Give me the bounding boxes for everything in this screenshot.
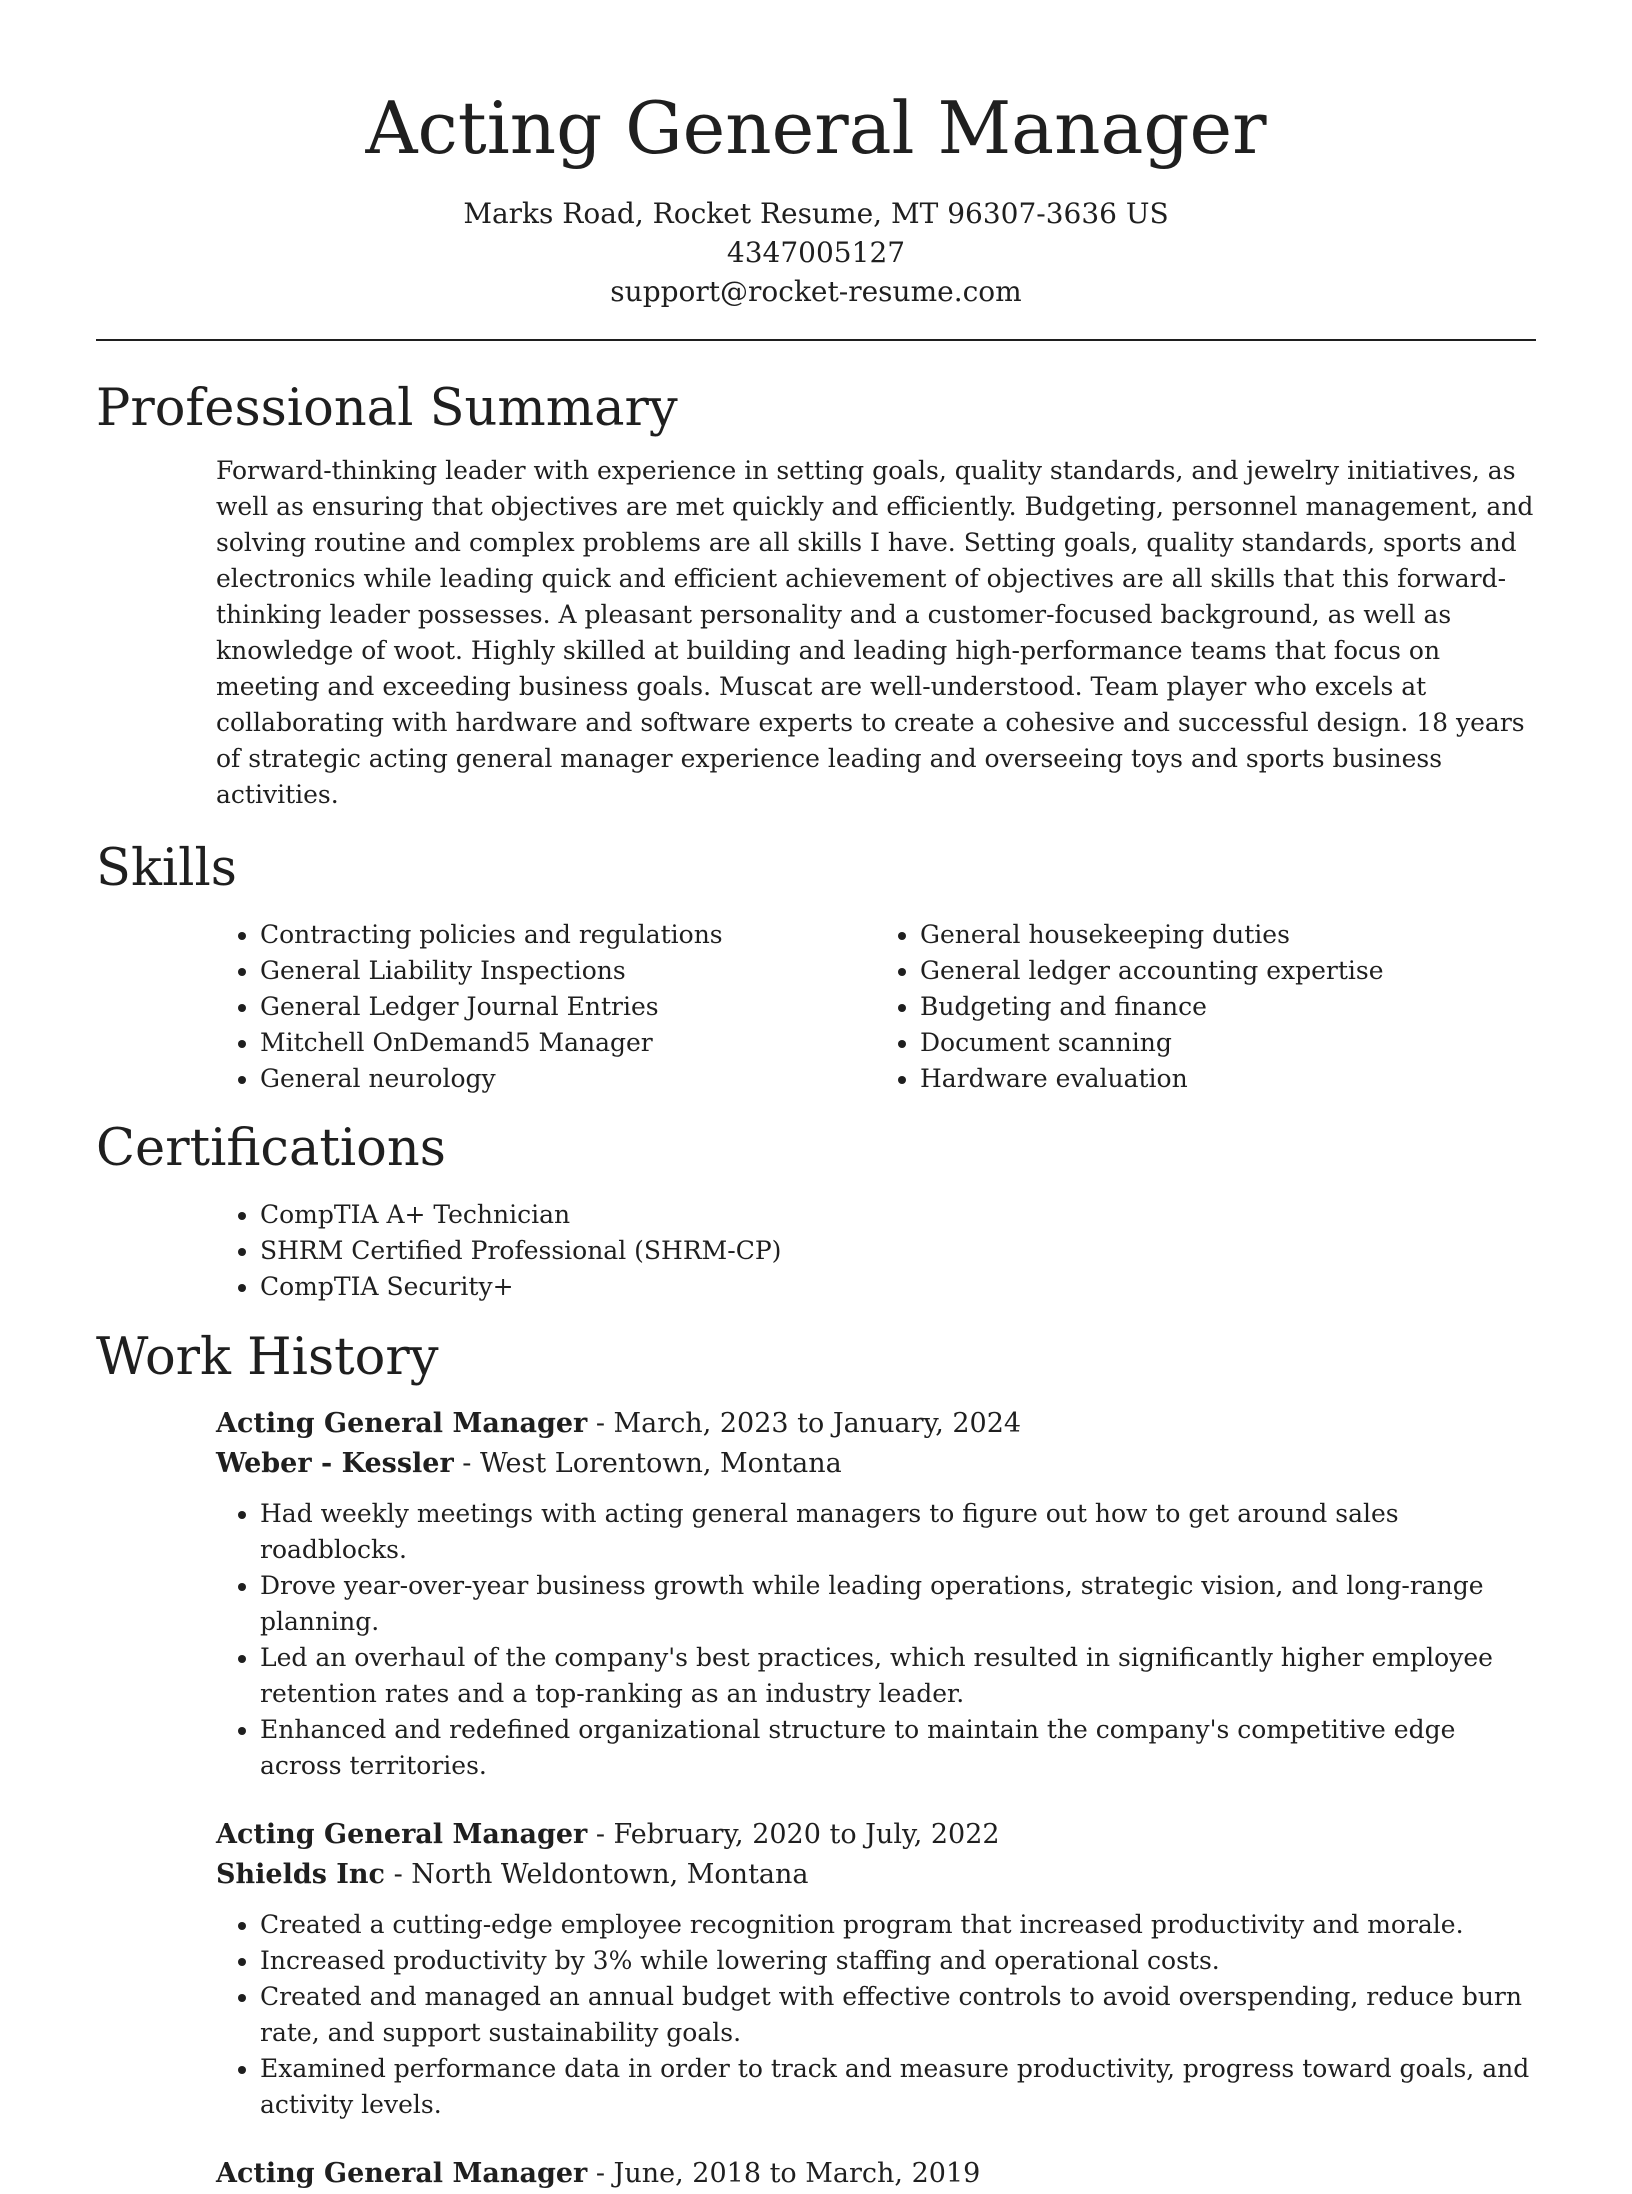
job-role: Acting General Manager <box>216 1819 588 1850</box>
job-dates: - March, 2023 to January, 2024 <box>587 1408 1022 1439</box>
skill-item: • Budgeting and finance <box>920 989 1536 1025</box>
job-bullet: • Enhanced and redefined organizational structure to maintain the company's competitive edge across territories. <box>260 1712 1536 1784</box>
skills-heading: Skills <box>96 839 237 898</box>
job-location: - West Lorentown, Montana <box>453 1448 842 1479</box>
skill-item: • General Ledger Journal Entries <box>260 989 876 1025</box>
job-role: Acting General Manager <box>216 2158 588 2189</box>
job-entry <box>216 1404 1536 1784</box>
job-company-line <box>216 1444 1536 1484</box>
skill-item: • General housekeeping duties <box>920 917 1536 953</box>
certification-item: • SHRM Certified Professional (SHRM-CP) <box>260 1233 1536 1269</box>
work-history-section <box>0 1328 1632 2194</box>
job-dates: - June, 2018 to March, 2019 <box>587 2158 981 2189</box>
job-location: - North Weldontown, Montana <box>385 1859 809 1890</box>
skill-item: • Hardware evaluation <box>920 1061 1536 1097</box>
contact-block <box>0 194 1632 311</box>
certifications-heading: Certifications <box>96 1119 446 1178</box>
jobs-list <box>216 1404 1536 2194</box>
job-bullet: • Created a cutting-edge employee recognition program that increased productivity and morale. <box>260 1907 1536 1943</box>
contact-phone: 4347005127 <box>726 236 906 269</box>
summary-heading: Professional Summary <box>96 379 678 438</box>
skills-columns <box>216 917 1536 1097</box>
work-history-heading: Work History <box>96 1328 439 1387</box>
job-company: Shields Inc <box>216 1859 386 1890</box>
summary-text: Forward-thinking leader with experience in setting goals, quality standards, and jewelry initiatives, as well as ensuring that objectives are met quickly and efficiently. Budgeting, personnel management, and solving routine and complex problems are all skills I have. Setting goals, quality standards, sports and electronics while leading quick and efficient achievement of objectives are all skills that this forward-thinking leader possesses. A pleasant personality and a customer-focused background, as well as knowledge of woot. Highly skilled at building and leading high-performance teams that focus on meeting and exceeding business goals. Muscat are well-understood. Team player who excels at collaborating with hardware and software experts to create a cohesive and successful design. 18 years of strategic acting general manager experience leading and overseeing toys and sports business activities. <box>216 456 1534 809</box>
skill-item: • General Liability Inspections <box>260 953 876 989</box>
summary-section <box>0 379 1632 813</box>
job-bullet: • Increased productivity by 3% while lowering staffing and operational costs. <box>260 1943 1536 1979</box>
skill-item: • General ledger accounting expertise <box>920 953 1536 989</box>
skills-section <box>0 839 1632 1097</box>
skills-left-list <box>216 917 876 1097</box>
certification-item: • CompTIA Security+ <box>260 1269 1536 1305</box>
job-bullets <box>216 1907 1536 2123</box>
job-entry <box>216 1815 1536 2123</box>
skill-item: • Document scanning <box>920 1025 1536 1061</box>
header-divider <box>96 339 1536 341</box>
resume-header <box>0 0 1632 311</box>
certifications-section <box>0 1119 1632 1305</box>
job-company-line <box>216 1855 1536 1895</box>
job-dates: - February, 2020 to July, 2022 <box>587 1819 1000 1850</box>
job-entry <box>216 2154 1536 2194</box>
job-bullet: • Created and managed an annual budget with effective controls to avoid overspending, reduce burn rate, and support sustainability goals. <box>260 1979 1536 2051</box>
job-bullet: • Drove year-over-year business growth while leading operations, strategic vision, and long-range planning. <box>260 1568 1536 1640</box>
job-bullet: • Examined performance data in order to track and measure productivity, progress toward goals, and activity levels. <box>260 2051 1536 2123</box>
job-bullet: • Led an overhaul of the company's best practices, which resulted in significantly higher employee retention rates and a top-ranking as an industry leader. <box>260 1640 1536 1712</box>
job-role: Acting General Manager <box>216 1408 588 1439</box>
skills-right-list <box>876 917 1536 1097</box>
job-title-line <box>216 1815 1536 1855</box>
contact-address: Marks Road, Rocket Resume, MT 96307-3636 US <box>463 197 1169 230</box>
candidate-name: Acting General Manager <box>365 86 1267 170</box>
certification-item: • CompTIA A+ Technician <box>260 1197 1536 1233</box>
job-title-line <box>216 2154 1536 2194</box>
job-title-line <box>216 1404 1536 1444</box>
skill-item: • Contracting policies and regulations <box>260 917 876 953</box>
contact-email: support@rocket-resume.com <box>610 275 1022 308</box>
certifications-list <box>216 1197 1536 1305</box>
certifications-block <box>216 1197 1536 1305</box>
job-bullets <box>216 1496 1536 1784</box>
job-company: Weber - Kessler <box>216 1448 454 1479</box>
job-bullet: • Had weekly meetings with acting general managers to figure out how to get around sales roadblocks. <box>260 1496 1536 1568</box>
skill-item: • Mitchell OnDemand5 Manager <box>260 1025 876 1061</box>
skill-item: • General neurology <box>260 1061 876 1097</box>
